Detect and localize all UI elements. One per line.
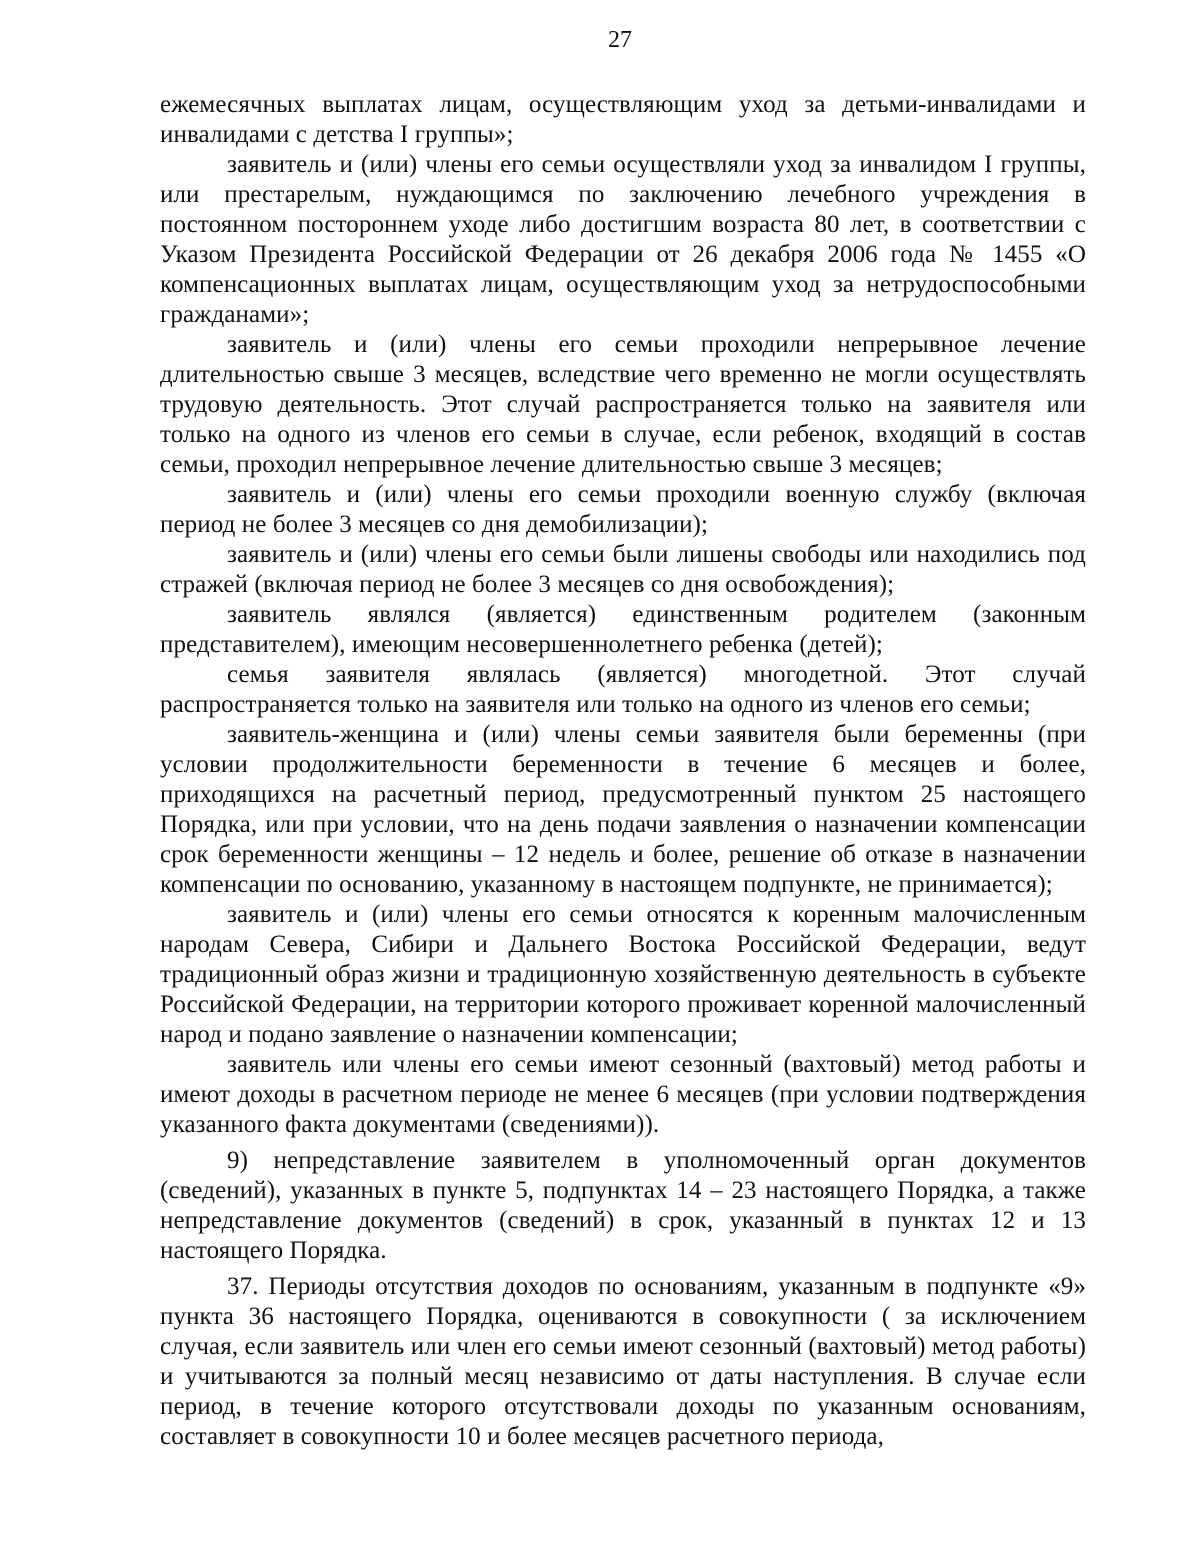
paragraph-indigenous-peoples: заявитель и (или) члены его семьи относятся к коренным малочисленным народам Севера, Сибири и Дальнего Востока Российской Федерации, ведут традиционный образ жизни и традиционную хозяйственную деятельность в субъекте Российской Федерации, на территории которого проживает коренной малочисленный народ и подано заявление о назначении компенсации; [160,901,1086,1048]
paragraph-large-family: семья заявителя являлась (является) многодетной. Этот случай распространяется только на заявителя или только на одного из членов его семьи; [160,661,1086,718]
paragraph-military-service: заявитель и (или) члены его семьи проходили военную службу (включая период не более 3 месяцев со дня демобилизации); [160,481,1086,538]
paragraph-item-37: 37. Периоды отсутствия доходов по основаниям, указанным в подпункте «9» пункта 36 настоящего Порядка, оцениваются в совокупности ( за исключением случая, если заявитель или член его семьи имеют сезонный (вахтовый) метод работы) и учитываются за полный месяц независимо от даты наступления. В случае если период, в течение которого отсутствовали доходы по указанным основаниям, составляет в совокупности 10 и более месяцев расчетного периода, [160,1273,1086,1450]
paragraph-single-parent: заявитель являлся (является) единственным родителем (законным представителем), имеющим несовершеннолетнего ребенка (детей); [160,601,1086,658]
paragraph-care-disabled: заявитель и (или) члены его семьи осуществляли уход за инвалидом I группы, или престарелым, нуждающимся по заключению лечебного учреждения в постоянном постороннем уходе либо достигшим возраста 80 лет, в соответствии с Указом Президента Российской Федерации от 26 декабря 2006 года № 1455 «О компенсационных выплатах лицам, осуществляющим уход за нетрудоспособными гражданами»; [160,151,1086,328]
document-body [160,90,1086,1452]
page-number: 27 [608,27,632,53]
paragraph-continuation: ежемесячных выплатах лицам, осуществляющим уход за детьми-инвалидами и инвалидами с детства I группы»; [160,91,1086,148]
paragraph-item-9: 9) непредставление заявителем в уполномоченный орган документов (сведений), указанных в пункте 5, подпунктах 14 – 23 настоящего Порядка, а также непредставление документов (сведений) в срок, указанный в пунктах 12 и 13 настоящего Порядка. [160,1147,1086,1264]
paragraph-seasonal-work: заявитель или члены его семьи имеют сезонный (вахтовый) метод работы и имеют доходы в расчетном периоде не менее 6 месяцев (при условии подтверждения указанного факта документами (сведениями)). [160,1051,1086,1138]
paragraph-pregnancy: заявитель-женщина и (или) члены семьи заявителя были беременны (при условии продолжительности беременности в течение 6 месяцев и более, приходящихся на расчетный период, предусмотренный пунктом 25 настоящего Порядка, или при условии, что на день подачи заявления о назначении компенсации срок беременности женщины – 12 недель и более, решение об отказе в назначении компенсации по основанию, указанному в настоящем подпункте, не принимается); [160,721,1086,898]
paragraph-medical-treatment: заявитель и (или) члены его семьи проходили непрерывное лечение длительностью свыше 3 месяцев, вследствие чего временно не могли осуществлять трудовую деятельность. Этот случай распространяется только на заявителя или только на одного из членов его семьи в случае, если ребенок, входящий в состав семьи, проходил непрерывное лечение длительностью свыше 3 месяцев; [160,331,1086,478]
paragraph-custody: заявитель и (или) члены его семьи были лишены свободы или находились под стражей (включая период не более 3 месяцев со дня освобождения); [160,541,1086,598]
